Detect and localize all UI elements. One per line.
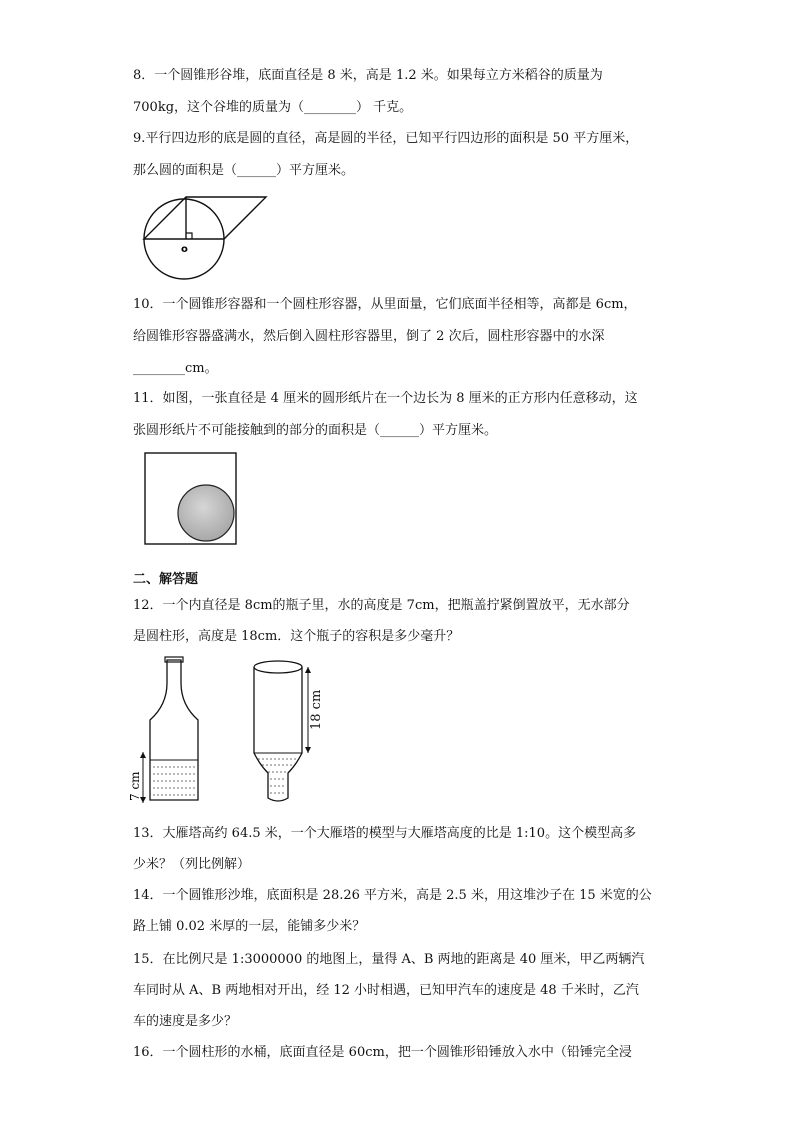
square-circle-figure xyxy=(144,452,239,547)
q8-line1: 8．一个圆锥形谷堆，底面直径是 8 米，高是 1.2 米。如果每立方米稻谷的质量为 xyxy=(133,68,603,83)
bottle-figure xyxy=(130,655,330,810)
q13-line1: 13．大雁塔高约 64.5 米，一个大雁塔的模型与大雁塔高度的比是 1:10。这个模型高多 xyxy=(133,826,637,841)
q16-line1: 16．一个圆柱形的水桶，底面直径是 60cm，把一个圆锥形铅锤放入水中（铅锤完全浸 xyxy=(133,1045,632,1060)
q11-line1: 11．如图，一张直径是 4 厘米的圆形纸片在一个边长为 8 厘米的正方形内任意移动，这 xyxy=(133,391,638,406)
q15-line3: 车的速度是多少？ xyxy=(133,1014,238,1029)
inverted-bottle xyxy=(254,667,302,801)
q14-line1: 14．一个圆锥形沙堆，底面积是 28.26 平方米，高是 2.5 米，用这堆沙子在 15 米宽的公 xyxy=(133,888,652,903)
circle-parallelogram-figure xyxy=(140,190,270,290)
q12-line2: 是圆柱形，高度是 18cm．这个瓶子的容积是多少毫升？ xyxy=(133,629,460,644)
q10-line3: ________cm。 xyxy=(133,361,218,376)
q9-line2: 那么圆的面积是（______）平方厘米。 xyxy=(133,163,355,178)
q12-line1: 12．一个内直径是 8cm的瓶子里，水的高度是 7cm，把瓶盖拧紧倒置放平，无水部分 xyxy=(133,598,630,613)
q9-line1: 9.平行四边形的底是圆的直径，高是圆的半径，已知平行四边形的面积是 50 平方厘米， xyxy=(133,131,639,146)
q10-line1: 10．一个圆锥形容器和一个圆柱形容器，从里面量，它们底面半径相等，高都是 6cm， xyxy=(133,297,637,312)
right-angle-mark xyxy=(186,233,192,239)
water-hatching xyxy=(153,767,196,795)
q8-line2: 700kg，这个谷堆的质量为（________） 千克。 xyxy=(133,100,413,115)
q13-line2: 少米？（列比例解） xyxy=(133,857,251,872)
section-heading: 二、解答题 xyxy=(133,572,199,587)
parallelogram-shape xyxy=(144,197,266,239)
q11-line2: 张圆形纸片不可能接触到的部分的面积是（______）平方厘米。 xyxy=(133,423,498,438)
water-height-label: 7 cm xyxy=(128,771,142,801)
center-label: o xyxy=(181,244,188,255)
q15-line2: 车同时从 A、B 两地相对开出，经 12 小时相遇，已知甲汽车的速度是 48 千米时，乙汽 xyxy=(133,983,639,998)
q15-line1: 15．在比例尺是 1:3000000 的地图上，量得 A、B 两地的距离是 40 厘米，甲乙两辆汽 xyxy=(133,952,645,967)
q10-line2: 给圆锥形容器盛满水，然后倒入圆柱形容器里，倒了 2 次后，圆柱形容器中的水深 xyxy=(133,329,605,344)
air-height-label: 18 cm xyxy=(309,689,324,730)
inverted-water-hatching xyxy=(258,759,298,793)
inverted-bottle-top xyxy=(254,661,302,673)
paper-disk xyxy=(178,485,234,541)
q14-line2: 路上铺 0.02 米厚的一层，能铺多少米？ xyxy=(133,919,366,934)
upright-bottle xyxy=(150,660,198,800)
